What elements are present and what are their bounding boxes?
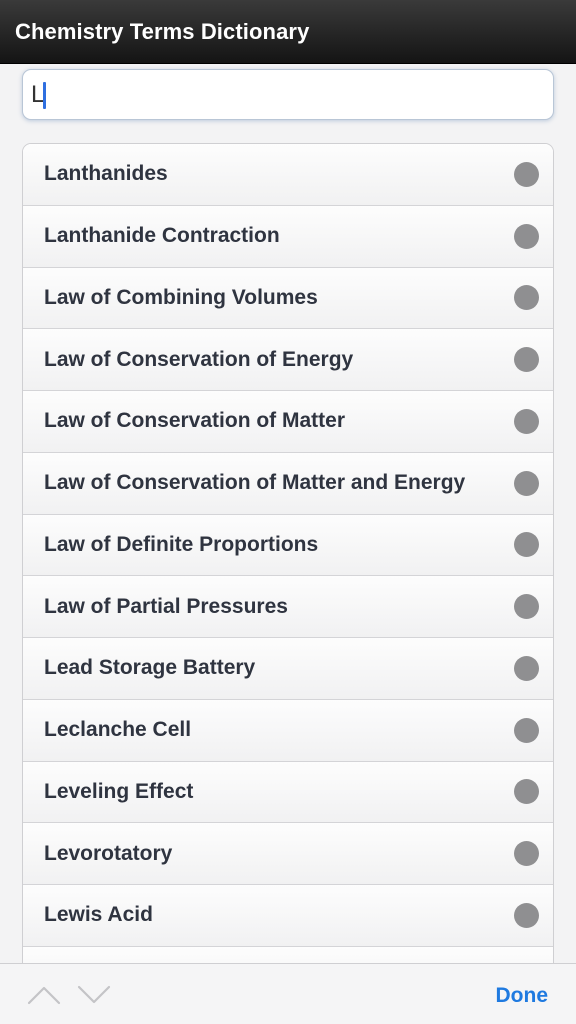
indicator-icon xyxy=(514,409,539,434)
term-label: Levorotatory xyxy=(44,841,173,865)
search-input[interactable] xyxy=(31,76,531,114)
term-label: Lead Storage Battery xyxy=(44,656,256,680)
list-item[interactable] xyxy=(23,638,553,700)
term-label: Lanthanides xyxy=(44,162,168,186)
term-label: Law of Partial Pressures xyxy=(44,594,288,618)
term-label: Law of Conservation of Energy xyxy=(44,347,354,371)
indicator-icon xyxy=(514,532,539,557)
term-label: Leclanche Cell xyxy=(44,718,192,742)
list-item[interactable] xyxy=(23,515,553,577)
list-item[interactable] xyxy=(23,885,553,947)
indicator-icon xyxy=(514,347,539,372)
chevron-down-icon[interactable] xyxy=(77,984,111,1006)
term-label: Law of Definite Proportions xyxy=(44,532,319,556)
indicator-icon xyxy=(514,224,539,249)
list-item[interactable] xyxy=(23,762,553,824)
list-item[interactable] xyxy=(23,700,553,762)
title-bar xyxy=(0,0,576,64)
list-item[interactable] xyxy=(23,144,553,206)
done-button[interactable]: Done xyxy=(495,984,548,1007)
chevron-up-icon[interactable] xyxy=(27,984,61,1006)
term-label: Law of Conservation of Matter and Energy xyxy=(44,471,466,495)
term-label: Leveling Effect xyxy=(44,779,194,803)
terms-list[interactable] xyxy=(22,143,554,1003)
indicator-icon xyxy=(514,718,539,743)
indicator-icon xyxy=(514,903,539,928)
list-item[interactable] xyxy=(23,391,553,453)
list-item[interactable] xyxy=(23,206,553,268)
list-item[interactable] xyxy=(23,823,553,885)
term-label: Lewis Acid xyxy=(44,903,153,927)
indicator-icon xyxy=(514,841,539,866)
list-item[interactable] xyxy=(23,453,553,515)
list-item[interactable] xyxy=(23,329,553,391)
list-item[interactable] xyxy=(23,576,553,638)
search-field[interactable] xyxy=(22,69,554,120)
indicator-icon xyxy=(514,285,539,310)
indicator-icon xyxy=(514,471,539,496)
list-item[interactable] xyxy=(23,268,553,330)
term-label: Lanthanide Contraction xyxy=(44,224,280,248)
text-cursor xyxy=(43,82,46,109)
indicator-icon xyxy=(514,594,539,619)
term-label: Law of Conservation of Matter xyxy=(44,409,346,433)
indicator-icon xyxy=(514,779,539,804)
page-title: Chemistry Terms Dictionary xyxy=(15,19,310,44)
term-label: Law of Combining Volumes xyxy=(44,285,318,309)
keyboard-toolbar xyxy=(0,963,576,1024)
indicator-icon xyxy=(514,162,539,187)
indicator-icon xyxy=(514,656,539,681)
